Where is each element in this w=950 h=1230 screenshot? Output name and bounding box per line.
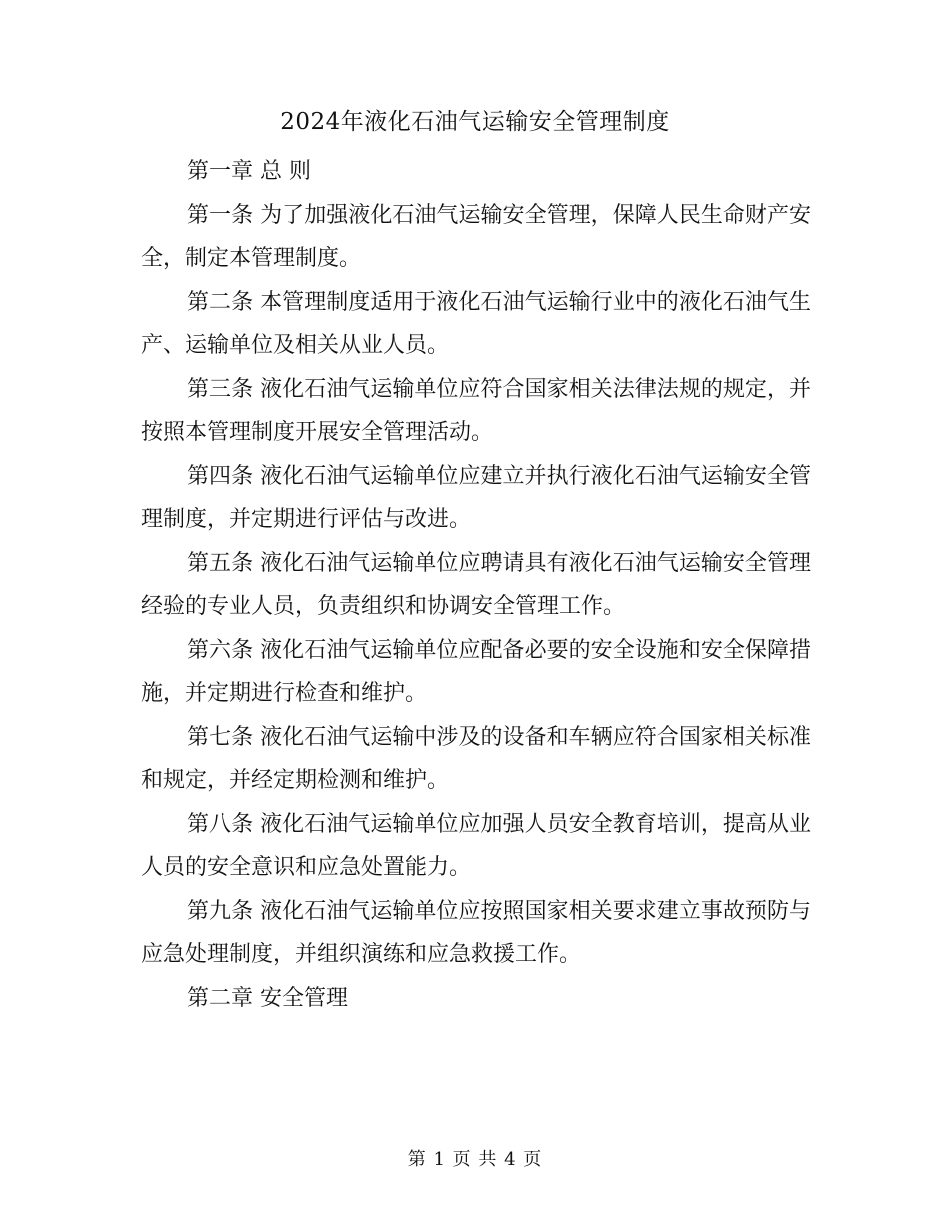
article-8: 第八条 液化石油气运输单位应加强人员安全教育培训，提高从业人员的安全意识和应急处置能力。 — [141, 811, 811, 880]
document-title: 2024年液化石油气运输安全管理制度 — [280, 109, 670, 135]
document-body — [141, 150, 811, 1020]
article-6: 第六条 液化石油气运输单位应配备必要的安全设施和安全保障措施，并定期进行检查和维护。 — [141, 637, 811, 706]
article-3: 第三条 液化石油气运输单位应符合国家相关法律法规的规定，并按照本管理制度开展安全管理活动。 — [141, 376, 811, 445]
article-2: 第二条 本管理制度适用于液化石油气运输行业中的液化石油气生产、运输单位及相关从业人员。 — [141, 289, 811, 358]
chapter-heading-2: 第二章 安全管理 — [187, 985, 348, 1011]
article-7: 第七条 液化石油气运输中涉及的设备和车辆应符合国家相关标准和规定，并经定期检测和维护。 — [141, 724, 811, 793]
article-9: 第九条 液化石油气运输单位应按照国家相关要求建立事故预防与应急处理制度，并组织演练和应急救援工作。 — [141, 898, 811, 967]
page-number-footer: 第 1 页 共 4 页 — [407, 1149, 543, 1170]
article-5: 第五条 液化石油气运输单位应聘请具有液化石油气运输安全管理经验的专业人员，负责组织和协调安全管理工作。 — [141, 550, 811, 619]
chapter-heading-1: 第一章 总 则 — [187, 159, 311, 184]
article-4: 第四条 液化石油气运输单位应建立并执行液化石油气运输安全管理制度，并定期进行评估与改进。 — [141, 463, 811, 532]
article-1: 第一条 为了加强液化石油气运输安全管理，保障人民生命财产安全，制定本管理制度。 — [141, 202, 811, 271]
